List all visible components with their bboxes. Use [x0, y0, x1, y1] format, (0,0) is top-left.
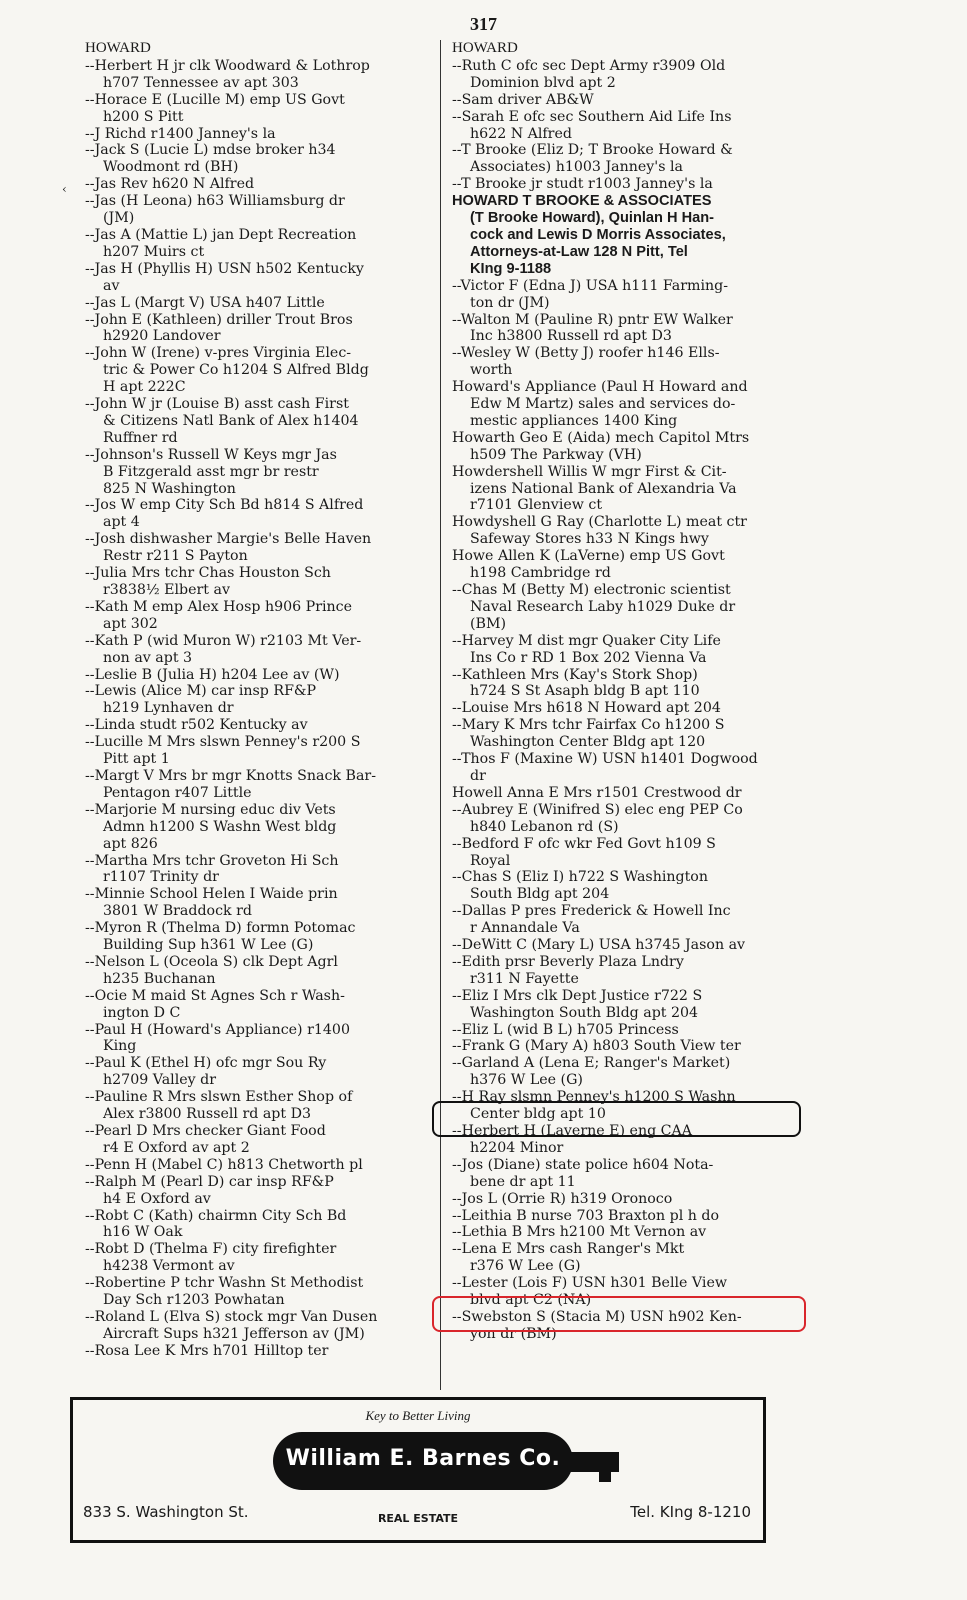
entry-line: --Robertine P tchr Washn St Methodist — [85, 1275, 364, 1292]
ad-company-name: William E. Barnes Co. — [285, 1446, 561, 1471]
directory-entry — [452, 751, 812, 785]
entry-line: & Citizens Natl Bank of Alex h1404 — [103, 412, 359, 429]
directory-entry — [452, 717, 812, 751]
entry-line: Admn h1200 S Washn West bldg — [103, 818, 337, 835]
directory-entry — [85, 142, 425, 176]
entry-line: --John W jr (Louise B) asst cash First — [85, 396, 349, 413]
entry-line: non av apt 3 — [103, 649, 193, 666]
entry-line: tric & Power Co h1204 S Alfred Bldg — [103, 362, 369, 379]
directory-entry — [85, 1022, 425, 1056]
entry-line: Ruffner rd — [103, 429, 178, 446]
entry-line: Howell Anna E Mrs r1501 Crestwood dr — [452, 784, 742, 801]
entry-line: Woodmont rd (BH) — [103, 159, 239, 176]
entry-line: --J Richd r1400 Janney's la — [85, 125, 276, 142]
entry-line: apt 4 — [103, 514, 140, 531]
entry-line: Howarth Geo E (Aida) mech Capitol Mtrs — [452, 429, 750, 446]
entry-line: --Swebston S (Stacia M) USN h902 Ken- — [452, 1308, 742, 1325]
entry-line: h4238 Vermont av — [103, 1258, 235, 1275]
directory-entry — [452, 312, 812, 346]
directory-entry — [452, 802, 812, 836]
column-divider — [440, 40, 441, 1390]
entry-line: --Johnson's Russell W Keys mgr Jas — [85, 446, 337, 463]
directory-entry — [452, 700, 812, 717]
entry-line: --Linda studt r502 Kentucky av — [85, 717, 308, 734]
directory-entry — [85, 886, 425, 920]
entry-line: Royal — [470, 852, 511, 869]
directory-entry — [452, 176, 812, 193]
entry-line: --Bedford F ofc wkr Fed Govt h109 S — [452, 835, 716, 852]
entry-line: --Jos L (Orrie R) h319 Oronoco — [452, 1190, 673, 1207]
entry-line: apt 302 — [103, 615, 158, 632]
entry-line: Pentagon r407 Little — [103, 784, 252, 801]
directory-entry — [452, 988, 812, 1022]
entry-line: --Walton M (Pauline R) pntr EW Walker — [452, 311, 733, 328]
directory-entry — [452, 954, 812, 988]
entry-line: --Pauline R Mrs slswn Esther Shop of — [85, 1089, 353, 1106]
bold-entry-line: cock and Lewis D Morris Associates, — [470, 226, 726, 243]
ad-address: 833 S. Washington St. — [83, 1503, 249, 1521]
directory-entry — [452, 345, 812, 379]
right-column-heading: HOWARD — [452, 40, 518, 56]
entry-line: --Jas A (Mattie L) jan Dept Recreation — [85, 226, 357, 243]
entry-line: --Marjorie M nursing educ div Vets — [85, 801, 336, 818]
entry-line: Restr r211 S Payton — [103, 548, 248, 565]
entry-line: --Lewis (Alice M) car insp RF&P — [85, 683, 317, 700]
directory-entry — [452, 836, 812, 870]
directory-entry — [85, 1208, 425, 1242]
directory-entry — [85, 295, 425, 312]
entry-line: h840 Lebanon rd (S) — [470, 818, 619, 835]
directory-entry — [85, 988, 425, 1022]
directory-entry — [452, 869, 812, 903]
left-column — [85, 40, 425, 1360]
entry-line: --H Ray slsmn Penney's h1200 S Washn — [452, 1089, 736, 1106]
entry-line: --Chas M (Betty M) electronic scientist — [452, 582, 731, 598]
entry-line: --Lucille M Mrs slswn Penney's r200 S — [85, 734, 361, 751]
entry-line: Pitt apt 1 — [103, 751, 170, 768]
directory-entry — [85, 1309, 425, 1343]
directory-entry — [85, 1089, 425, 1123]
directory-entry — [85, 667, 425, 684]
directory-entry — [85, 58, 425, 92]
directory-entry — [452, 1208, 812, 1225]
directory-entry — [452, 1055, 812, 1089]
entry-line: --Frank G (Mary A) h803 South View ter — [452, 1038, 741, 1055]
directory-entry — [85, 1055, 425, 1089]
directory-entry — [85, 768, 425, 802]
entry-line: Howdyshell G Ray (Charlotte L) meat ctr — [452, 514, 747, 531]
entry-line: --Thos F (Maxine W) USN h1401 Dogwood — [452, 751, 758, 768]
entry-line: (JM) — [103, 210, 135, 227]
entry-line: h2204 Minor — [470, 1139, 564, 1156]
entry-line: Ins Co r RD 1 Box 202 Vienna Va — [470, 649, 707, 666]
entry-line: Howard's Appliance (Paul H Howard and — [452, 379, 748, 396]
entry-line: --Ocie M maid St Agnes Sch r Wash- — [85, 987, 345, 1004]
entry-line: --Dallas P pres Frederick & Howell Inc — [452, 903, 731, 920]
directory-entry — [85, 1275, 425, 1309]
directory-entry — [85, 683, 425, 717]
ad-tagline: Key to Better Living — [365, 1408, 471, 1423]
entry-line: --Lethia B Mrs h2100 Mt Vernon av — [452, 1224, 707, 1241]
entry-line: h2920 Landover — [103, 328, 221, 345]
entry-line: r7101 Glenview ct — [470, 497, 603, 514]
directory-entry — [85, 1123, 425, 1157]
bold-entry-line: Attorneys-at-Law 128 N Pitt, Tel — [470, 243, 688, 260]
entry-line: --Leithia B nurse 703 Braxton pl h do — [452, 1207, 720, 1224]
entry-line: r Annandale Va — [470, 920, 580, 937]
entry-line: --Herbert H jr clk Woodward & Lothrop — [85, 57, 370, 74]
directory-entry — [85, 92, 425, 126]
entry-line: --Martha Mrs tchr Groveton Hi Sch — [85, 852, 339, 869]
ad-phone: Tel. KIng 8-1210 — [630, 1503, 751, 1521]
entry-line: --Ruth C ofc sec Dept Army r3909 Old — [452, 57, 726, 74]
directory-entry — [452, 1157, 812, 1191]
entry-line: h724 S St Asaph bldg B apt 110 — [470, 683, 700, 700]
entry-line: yon dr (BM) — [470, 1325, 557, 1342]
directory-entry — [452, 1224, 812, 1241]
entry-line: Center bldg apt 10 — [470, 1106, 606, 1123]
bold-entry-line: KIng 9-1188 — [470, 260, 552, 277]
entry-line: --Mary K Mrs tchr Fairfax Co h1200 S — [452, 717, 725, 734]
entry-line: --T Brooke jr studt r1003 Janney's la — [452, 176, 713, 193]
entry-line: Aircraft Sups h321 Jefferson av (JM) — [103, 1325, 365, 1342]
entry-line: --John W (Irene) v-pres Virginia Elec- — [85, 345, 352, 362]
entry-line: Washington Center Bldg apt 120 — [470, 734, 706, 751]
black-circled-annotation — [432, 1101, 801, 1137]
entry-line: Washington South Bldg apt 204 — [470, 1004, 699, 1021]
entry-line: h376 W Lee (G) — [470, 1072, 583, 1089]
entry-line: --Minnie School Helen I Waide prin — [85, 886, 338, 903]
directory-entry — [452, 1241, 812, 1275]
directory-entry — [452, 58, 812, 92]
entry-line: --Robt C (Kath) chairmn City Sch Bd — [85, 1207, 347, 1224]
left-entries — [85, 58, 425, 1360]
entry-line: --John E (Kathleen) driller Trout Bros — [85, 311, 353, 328]
entry-line: --Horace E (Lucille M) emp US Govt — [85, 91, 345, 108]
entry-line: r311 N Fayette — [470, 970, 579, 987]
entry-line: Inc h3800 Russell rd apt D3 — [470, 328, 672, 345]
directory-entry — [85, 497, 425, 531]
entry-line: (BM) — [470, 615, 507, 632]
entry-line: 3801 W Braddock rd — [103, 903, 252, 920]
entry-line: r3838½ Elbert av — [103, 582, 230, 598]
entry-line: h2709 Valley dr — [103, 1072, 217, 1089]
entry-line: --T Brooke (Eliz D; T Brooke Howard & — [452, 142, 733, 159]
entry-line: ington D C — [103, 1004, 181, 1021]
directory-entry — [85, 227, 425, 261]
directory-entry — [85, 531, 425, 565]
entry-line: --Eliz I Mrs clk Dept Justice r722 S — [452, 987, 703, 1004]
entry-line: --Jas (H Leona) h63 Williamsburg dr — [85, 193, 345, 210]
directory-entry — [85, 633, 425, 667]
right-entries-b — [452, 278, 812, 1343]
bold-business-entry — [452, 193, 812, 278]
directory-entry — [85, 717, 425, 734]
entry-line: --Chas S (Eliz I) h722 S Washington — [452, 869, 708, 886]
entry-line: --Lena E Mrs cash Ranger's Mkt — [452, 1241, 685, 1258]
entry-line: --Penn H (Mabel C) h813 Chetworth pl — [85, 1156, 363, 1173]
right-column — [452, 40, 812, 1343]
entry-line: --Josh dishwasher Margie's Belle Haven — [85, 531, 372, 548]
entry-line: av — [103, 277, 120, 294]
entry-line: bene dr apt 11 — [470, 1173, 576, 1190]
directory-entry — [452, 379, 812, 430]
directory-entry — [452, 464, 812, 515]
entry-line: --Margt V Mrs br mgr Knotts Snack Bar- — [85, 767, 377, 784]
directory-entry — [452, 514, 812, 548]
directory-entry — [85, 920, 425, 954]
directory-entry — [85, 345, 425, 396]
entry-line: izens National Bank of Alexandria Va — [470, 480, 737, 497]
ad-category: REAL ESTATE — [377, 1512, 459, 1525]
directory-entry — [85, 565, 425, 599]
entry-line: --Jas H (Phyllis H) USN h502 Kentucky — [85, 260, 364, 277]
red-circled-annotation — [432, 1296, 806, 1332]
directory-entry — [452, 548, 812, 582]
entry-line: --Pearl D Mrs checker Giant Food — [85, 1123, 326, 1139]
entry-line: Howdershell Willis W mgr First & Cit- — [452, 463, 727, 480]
directory-entry — [452, 430, 812, 464]
entry-line: --Sarah E ofc sec Southern Aid Life Ins — [452, 108, 732, 125]
entry-line: --Jas L (Margt V) USA h407 Little — [85, 294, 325, 311]
directory-entry — [85, 261, 425, 295]
entry-line: Alex r3800 Russell rd apt D3 — [103, 1106, 311, 1123]
directory-entry — [85, 312, 425, 346]
entry-line: h200 S Pitt — [103, 108, 184, 125]
entry-line: h509 The Parkway (VH) — [470, 446, 642, 463]
right-entries-a — [452, 58, 812, 193]
directory-entry — [85, 126, 425, 143]
key-tooth-icon — [599, 1472, 611, 1482]
entry-line: --Harvey M dist mgr Quaker City Life — [452, 632, 721, 649]
entry-line: h16 W Oak — [103, 1224, 183, 1241]
entry-line: --Kath P (wid Muron W) r2103 Mt Ver- — [85, 632, 362, 649]
entry-line: --Edith prsr Beverly Plaza Lndry — [452, 953, 684, 970]
entry-line: --Myron R (Thelma D) formn Potomac — [85, 920, 356, 937]
entry-line: h622 N Alfred — [470, 125, 572, 142]
directory-entry — [452, 1191, 812, 1208]
directory-entry — [85, 193, 425, 227]
entry-line: --Eliz L (wid B L) h705 Princess — [452, 1021, 679, 1038]
entry-line: Safeway Stores h33 N Kings hwy — [470, 531, 709, 548]
directory-entry — [85, 1174, 425, 1208]
entry-line: --Aubrey E (Winifred S) elec eng PEP Co — [452, 801, 743, 818]
directory-entry — [85, 734, 425, 768]
entry-line: H apt 222C — [103, 379, 186, 396]
entry-line: --DeWitt C (Mary L) USA h3745 Jason av — [452, 937, 746, 954]
directory-entry — [85, 954, 425, 988]
page-number: 317 — [470, 14, 497, 34]
entry-line: ton dr (JM) — [470, 294, 550, 311]
entry-line: h219 Lynhaven dr — [103, 700, 234, 717]
entry-line: h4 E Oxford av — [103, 1190, 211, 1207]
entry-line: h207 Muirs ct — [103, 243, 205, 260]
entry-line: h198 Cambridge rd — [470, 565, 611, 582]
entry-line: B Fitzgerald asst mgr br restr — [103, 463, 319, 480]
directory-entry — [452, 937, 812, 954]
entry-line: Naval Research Laby h1029 Duke dr — [470, 598, 736, 615]
entry-line: Day Sch r1203 Powhatan — [103, 1292, 285, 1309]
entry-line: dr — [470, 767, 486, 784]
entry-line: --Roland L (Elva S) stock mgr Van Dusen — [85, 1308, 378, 1325]
entry-line: h707 Tennessee av apt 303 — [103, 74, 299, 91]
entry-line: Associates) h1003 Janney's la — [470, 159, 683, 176]
entry-line: --Paul H (Howard's Appliance) r1400 — [85, 1021, 350, 1038]
directory-entry — [85, 853, 425, 887]
directory-entry — [452, 667, 812, 701]
entry-line: --Victor F (Edna J) USA h111 Farming- — [452, 277, 729, 294]
entry-line: --Wesley W (Betty J) roofer h146 Ells- — [452, 345, 720, 362]
entry-line: --Leslie B (Julia H) h204 Lee av (W) — [85, 666, 340, 683]
entry-line: mestic appliances 1400 King — [470, 412, 678, 429]
entry-line: Edw M Martz) sales and services do- — [470, 396, 736, 413]
directory-entry — [452, 142, 812, 176]
directory-entry — [452, 633, 812, 667]
entry-line: --Jack S (Lucie L) mdse broker h34 — [85, 142, 336, 159]
entry-line: Howe Allen K (LaVerne) emp US Govt — [452, 548, 725, 565]
entry-line: --Sam driver AB&W — [452, 91, 594, 108]
entry-line: King — [103, 1038, 137, 1055]
directory-entry — [452, 903, 812, 937]
directory-entry — [452, 278, 812, 312]
directory-entry — [85, 1241, 425, 1275]
entry-line: blvd apt C2 (NA) — [470, 1292, 592, 1309]
entry-line: --Jos (Diane) state police h604 Nota- — [452, 1156, 714, 1173]
entry-line: --Julia Mrs tchr Chas Houston Sch — [85, 565, 331, 582]
entry-line: --Ralph M (Pearl D) car insp RF&P — [85, 1173, 334, 1190]
directory-entry — [452, 1022, 812, 1039]
entry-line: --Herbert H (Laverne E) eng CAA — [452, 1123, 693, 1139]
entry-line: --Rosa Lee K Mrs h701 Hilltop ter — [85, 1342, 329, 1359]
entry-line: South Bldg apt 204 — [470, 886, 610, 903]
entry-line: Dominion blvd apt 2 — [470, 74, 616, 91]
entry-line: --Jas Rev h620 N Alfred — [85, 176, 255, 193]
left-column-heading: HOWARD — [85, 40, 151, 56]
directory-entry — [452, 1038, 812, 1055]
entry-line: --Garland A (Lena E; Ranger's Market) — [452, 1055, 731, 1072]
entry-line: --Paul K (Ethel H) ofc mgr Sou Ry — [85, 1055, 327, 1072]
directory-entry — [85, 447, 425, 498]
entry-line: --Jos W emp City Sch Bd h814 S Alfred — [85, 497, 364, 514]
bold-entry-line: (T Brooke Howard), Quinlan H Han- — [470, 210, 715, 227]
entry-line: r4 E Oxford av apt 2 — [103, 1139, 250, 1156]
entry-line: --Lester (Lois F) USN h301 Belle View — [452, 1275, 727, 1292]
entry-line: --Louise Mrs h618 N Howard apt 204 — [452, 700, 721, 717]
entry-line: --Robt D (Thelma F) city firefighter — [85, 1241, 337, 1258]
directory-entry — [85, 1343, 425, 1360]
entry-line: h235 Buchanan — [103, 970, 216, 987]
entry-line: 825 N Washington — [103, 480, 236, 497]
directory-entry — [452, 92, 812, 109]
directory-entry — [452, 582, 812, 633]
directory-entry — [85, 1157, 425, 1174]
entry-line: --Kath M emp Alex Hosp h906 Prince — [85, 598, 353, 615]
advertisement-box — [70, 1397, 766, 1543]
entry-line: worth — [470, 362, 513, 379]
entry-line: --Nelson L (Oceola S) clk Dept Agrl — [85, 953, 338, 970]
entry-line: --Kathleen Mrs (Kay's Stork Shop) — [452, 666, 698, 683]
directory-entry — [85, 599, 425, 633]
directory-entry — [85, 802, 425, 853]
stray-mark: ‹ — [62, 182, 67, 196]
directory-entry — [85, 176, 425, 193]
entry-line: apt 826 — [103, 835, 158, 852]
entry-line: r1107 Trinity dr — [103, 869, 219, 886]
directory-entry — [85, 396, 425, 447]
bold-entry-line: HOWARD T BROOKE & ASSOCIATES — [452, 193, 712, 210]
directory-entry — [452, 109, 812, 143]
entry-line: r376 W Lee (G) — [470, 1258, 581, 1275]
directory-entry — [452, 785, 812, 802]
entry-line: Building Sup h361 W Lee (G) — [103, 937, 314, 954]
